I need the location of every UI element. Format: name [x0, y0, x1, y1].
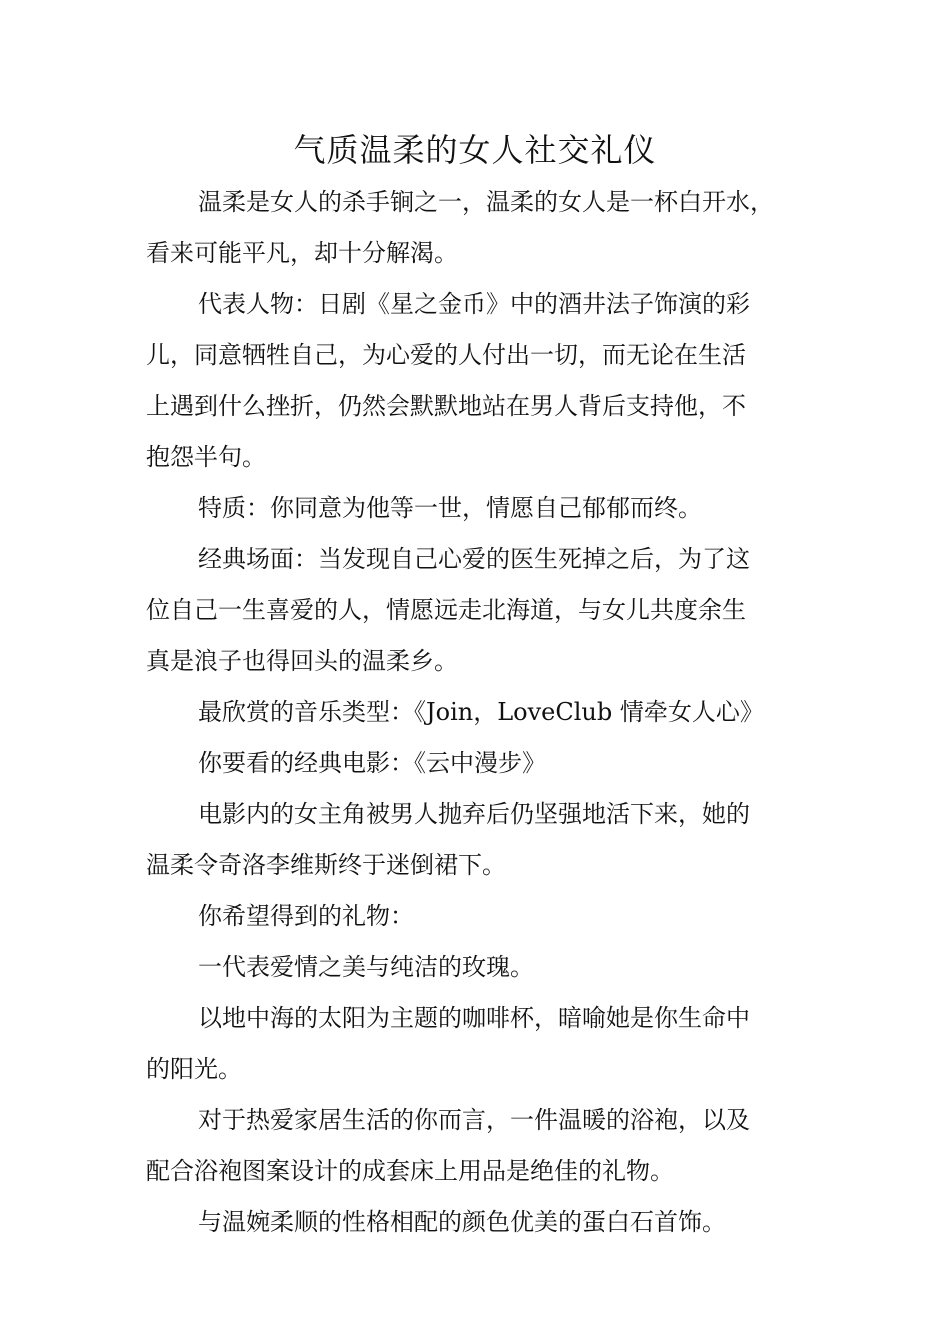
text-line: 最欣赏的音乐类型：《Join，LoveClub 情牵女人心》: [198, 698, 764, 726]
text-line: 电影内的女主角被男人抛弃后仍坚强地活下来，她的: [198, 800, 750, 828]
text-line: 一代表爱情之美与纯洁的玫瑰。: [198, 953, 534, 981]
text-line: 上遇到什么挫折，仍然会默默地站在男人背后支持他，不: [146, 392, 746, 420]
text-line: 真是浪子也得回头的温柔乡。: [146, 647, 458, 675]
page-title: 气质温柔的女人社交礼仪: [293, 131, 657, 169]
paragraph: [146, 1197, 826, 1248]
text-line: 你要看的经典电影：《云中漫步》: [198, 749, 546, 777]
text-line: 看来可能平凡，却十分解渴。: [146, 239, 458, 267]
paragraph: [146, 942, 826, 993]
text-line: 抱怨半句。: [146, 443, 266, 471]
paragraph: [146, 177, 826, 279]
text-line: 你希望得到的礼物：: [198, 902, 414, 930]
paragraph: [146, 534, 826, 687]
paragraph: [146, 993, 826, 1095]
text-line: 温柔是女人的杀手锏之一，温柔的女人是一杯白开水，: [198, 188, 774, 216]
text-line: 儿，同意牺牲自己，为心爱的人付出一切，而无论在生活: [146, 341, 746, 369]
text-line: 与温婉柔顺的性格相配的颜色优美的蛋白石首饰。: [198, 1208, 726, 1236]
text-line: 以地中海的太阳为主题的咖啡杯，暗喻她是你生命中: [198, 1004, 750, 1032]
text-line: 特质：你同意为他等一世，情愿自己郁郁而终。: [198, 494, 702, 522]
text-line: 代表人物：日剧《星之金币》中的酒井法子饰演的彩: [198, 290, 750, 318]
text-line: 配合浴袍图案设计的成套床上用品是绝佳的礼物。: [146, 1157, 674, 1185]
paragraph: [146, 279, 826, 483]
paragraph: [146, 891, 826, 942]
paragraph: [146, 1095, 826, 1197]
text-line: 位自己一生喜爱的人，情愿远走北海道，与女儿共度余生: [146, 596, 746, 624]
text-line: 对于热爱家居生活的你而言，一件温暖的浴袍，以及: [198, 1106, 750, 1134]
document-body: [146, 177, 826, 1248]
text-line: 温柔令奇洛李维斯终于迷倒裙下。: [146, 851, 506, 879]
paragraph: [146, 687, 826, 738]
text-line: 经典场面：当发现自己心爱的医生死掉之后，为了这: [198, 545, 750, 573]
text-line: 的阳光。: [146, 1055, 242, 1083]
paragraph: [146, 738, 826, 789]
paragraph: [146, 789, 826, 891]
paragraph: [146, 483, 826, 534]
